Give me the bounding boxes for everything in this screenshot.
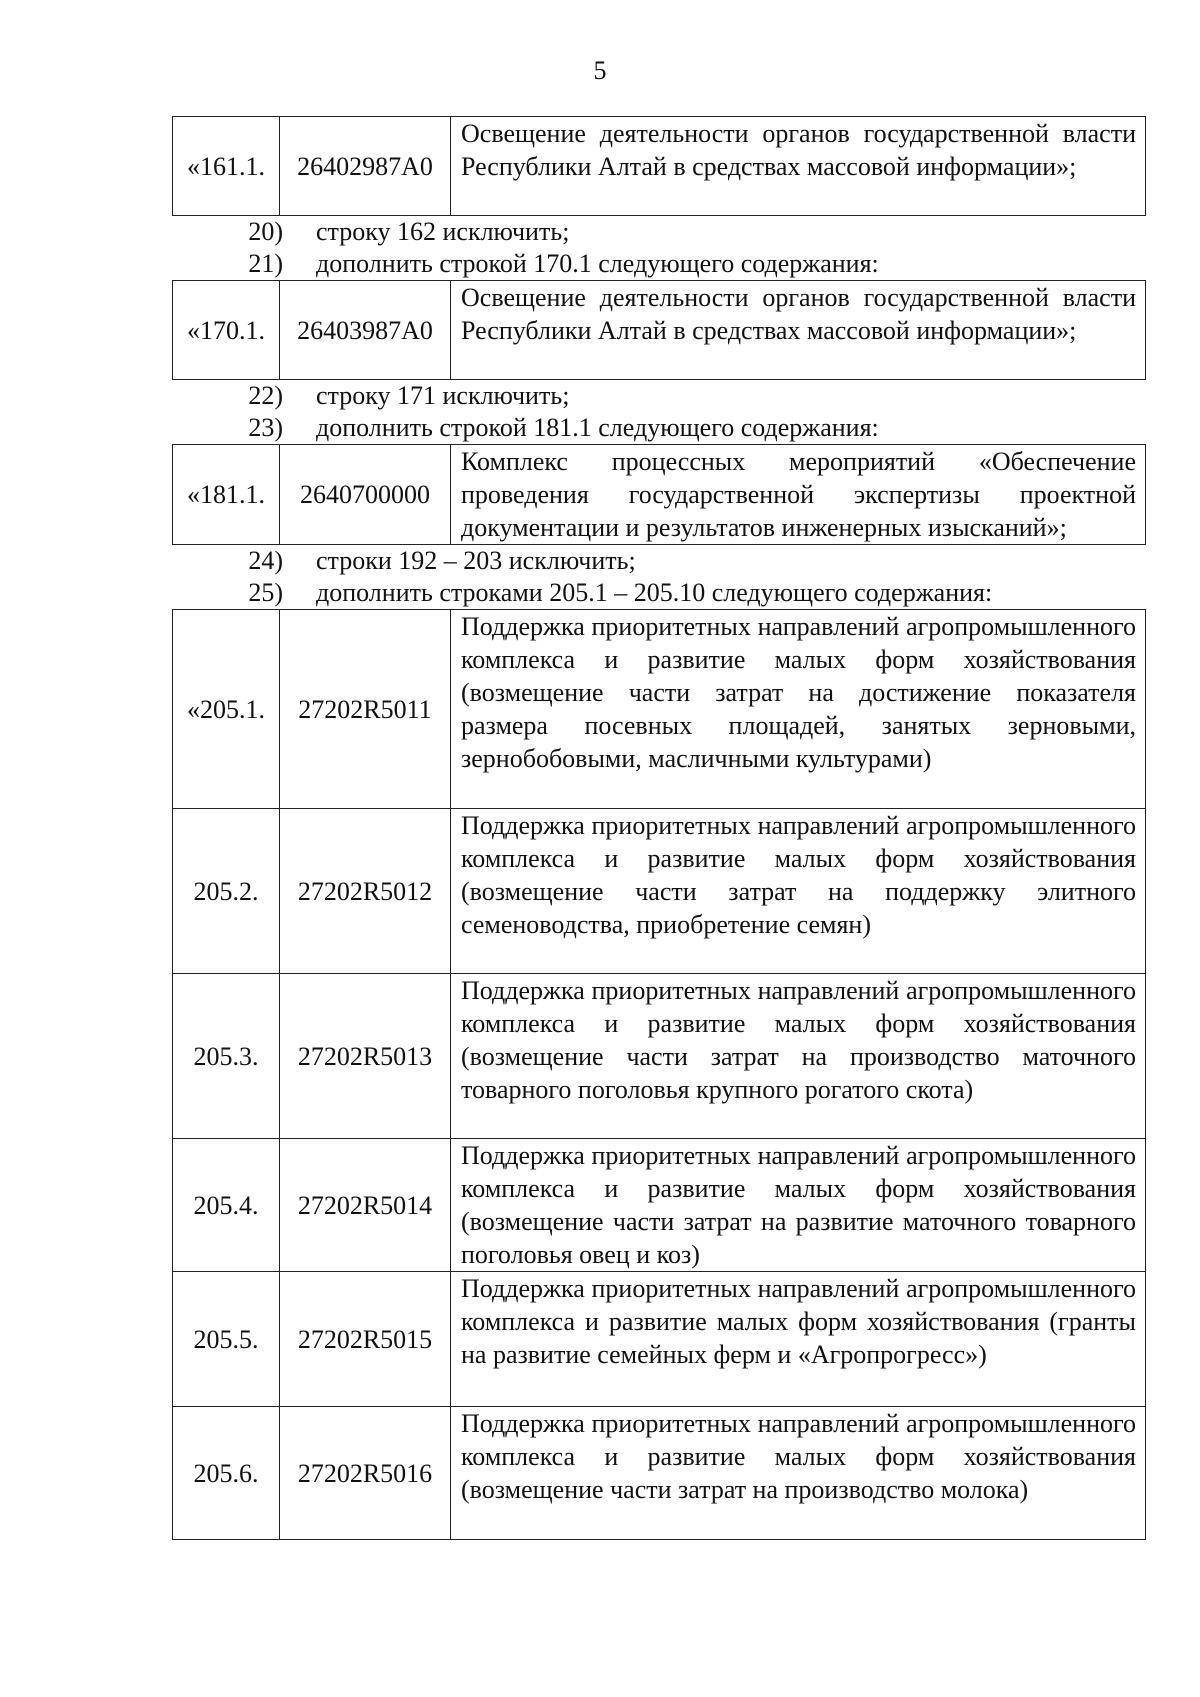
instruction-text: дополнить строкой 170.1 следующего содержания: bbox=[316, 249, 879, 278]
row-description: Освещение деятельности органов государственной власти Республики Алтай в средствах массовой информации»; bbox=[451, 117, 1146, 216]
table-row bbox=[173, 281, 1146, 380]
instruction-number: 20) bbox=[248, 217, 283, 246]
row-description: Поддержка приоритетных направлений агропромышленного комплекса и развитие малых форм хозяйствования (гранты на развитие семейных ферм и «Агропрогресс») bbox=[451, 1272, 1146, 1407]
table-row bbox=[173, 1407, 1146, 1540]
row-number: 205.4. bbox=[173, 1139, 280, 1272]
row-description: Освещение деятельности органов государственной власти Республики Алтай в средствах массовой информации»; bbox=[451, 281, 1146, 380]
instruction-number: 21) bbox=[248, 249, 283, 278]
budget-code: 2640700000 bbox=[280, 445, 451, 545]
table-row bbox=[173, 974, 1146, 1139]
row-number: «170.1. bbox=[173, 281, 280, 380]
budget-code: 27202R5011 bbox=[280, 610, 451, 809]
table-row-161-1 bbox=[172, 116, 1146, 216]
budget-code: 26402987А0 bbox=[280, 117, 451, 216]
instruction-text: строки 192 – 203 исключить; bbox=[316, 546, 636, 575]
budget-code: 27202R5014 bbox=[280, 1139, 451, 1272]
instruction-number: 22) bbox=[248, 381, 283, 410]
instruction-text: строку 171 исключить; bbox=[316, 381, 570, 410]
instruction-number: 25) bbox=[248, 578, 283, 607]
instruction-text: строку 162 исключить; bbox=[316, 217, 570, 246]
row-number: «205.1. bbox=[173, 610, 280, 809]
instruction-23 bbox=[172, 412, 1146, 444]
budget-code: 27202R5016 bbox=[280, 1407, 451, 1540]
row-description: Поддержка приоритетных направлений агропромышленного комплекса и развитие малых форм хозяйствования (возмещение части затрат на развитие маточного товарного поголовья овец и коз) bbox=[451, 1139, 1146, 1272]
table-row bbox=[173, 445, 1146, 545]
budget-code: 27202R5012 bbox=[280, 809, 451, 974]
table-row-181-1 bbox=[172, 444, 1146, 545]
row-number: 205.2. bbox=[173, 809, 280, 974]
instruction-21 bbox=[172, 248, 1146, 280]
instruction-24 bbox=[172, 545, 1146, 577]
table-row-170-1 bbox=[172, 280, 1146, 380]
table-rows-205 bbox=[172, 609, 1146, 1540]
row-description: Поддержка приоритетных направлений агропромышленного комплекса и развитие малых форм хозяйствования (возмещение части затрат на достижение показателя размера посевных площадей, занятых зерновыми, зернобобовыми, масличными культурами) bbox=[451, 610, 1146, 809]
budget-code: 27202R5015 bbox=[280, 1272, 451, 1407]
table-row bbox=[173, 1139, 1146, 1272]
row-description: Комплекс процессных мероприятий «Обеспечение проведения государственной экспертизы проектной документации и результатов инженерных изысканий»; bbox=[451, 445, 1146, 545]
instruction-22 bbox=[172, 380, 1146, 412]
row-number: 205.5. bbox=[173, 1272, 280, 1407]
instruction-20 bbox=[172, 216, 1146, 248]
row-description: Поддержка приоритетных направлений агропромышленного комплекса и развитие малых форм хозяйствования (возмещение части затрат на производство маточного товарного поголовья крупного рогатого скота) bbox=[451, 974, 1146, 1139]
instruction-number: 24) bbox=[248, 546, 283, 575]
row-number: «161.1. bbox=[173, 117, 280, 216]
row-description: Поддержка приоритетных направлений агропромышленного комплекса и развитие малых форм хозяйствования (возмещение части затрат на поддержку элитного семеноводства, приобретение семян) bbox=[451, 809, 1146, 974]
document-body bbox=[172, 116, 1146, 1540]
row-number: 205.6. bbox=[173, 1407, 280, 1540]
table-row bbox=[173, 1272, 1146, 1407]
table-row bbox=[173, 610, 1146, 809]
budget-code: 27202R5013 bbox=[280, 974, 451, 1139]
budget-code: 26403987А0 bbox=[280, 281, 451, 380]
instruction-number: 23) bbox=[248, 413, 283, 442]
row-description: Поддержка приоритетных направлений агропромышленного комплекса и развитие малых форм хозяйствования (возмещение части затрат на производство молока) bbox=[451, 1407, 1146, 1540]
instruction-text: дополнить строкой 181.1 следующего содержания: bbox=[316, 413, 879, 442]
instruction-text: дополнить строками 205.1 – 205.10 следующего содержания: bbox=[316, 578, 993, 607]
row-number: 205.3. bbox=[173, 974, 280, 1139]
page-number: 5 bbox=[593, 56, 607, 85]
row-number: «181.1. bbox=[173, 445, 280, 545]
instruction-25 bbox=[172, 577, 1146, 609]
table-row bbox=[173, 117, 1146, 216]
table-row bbox=[173, 809, 1146, 974]
